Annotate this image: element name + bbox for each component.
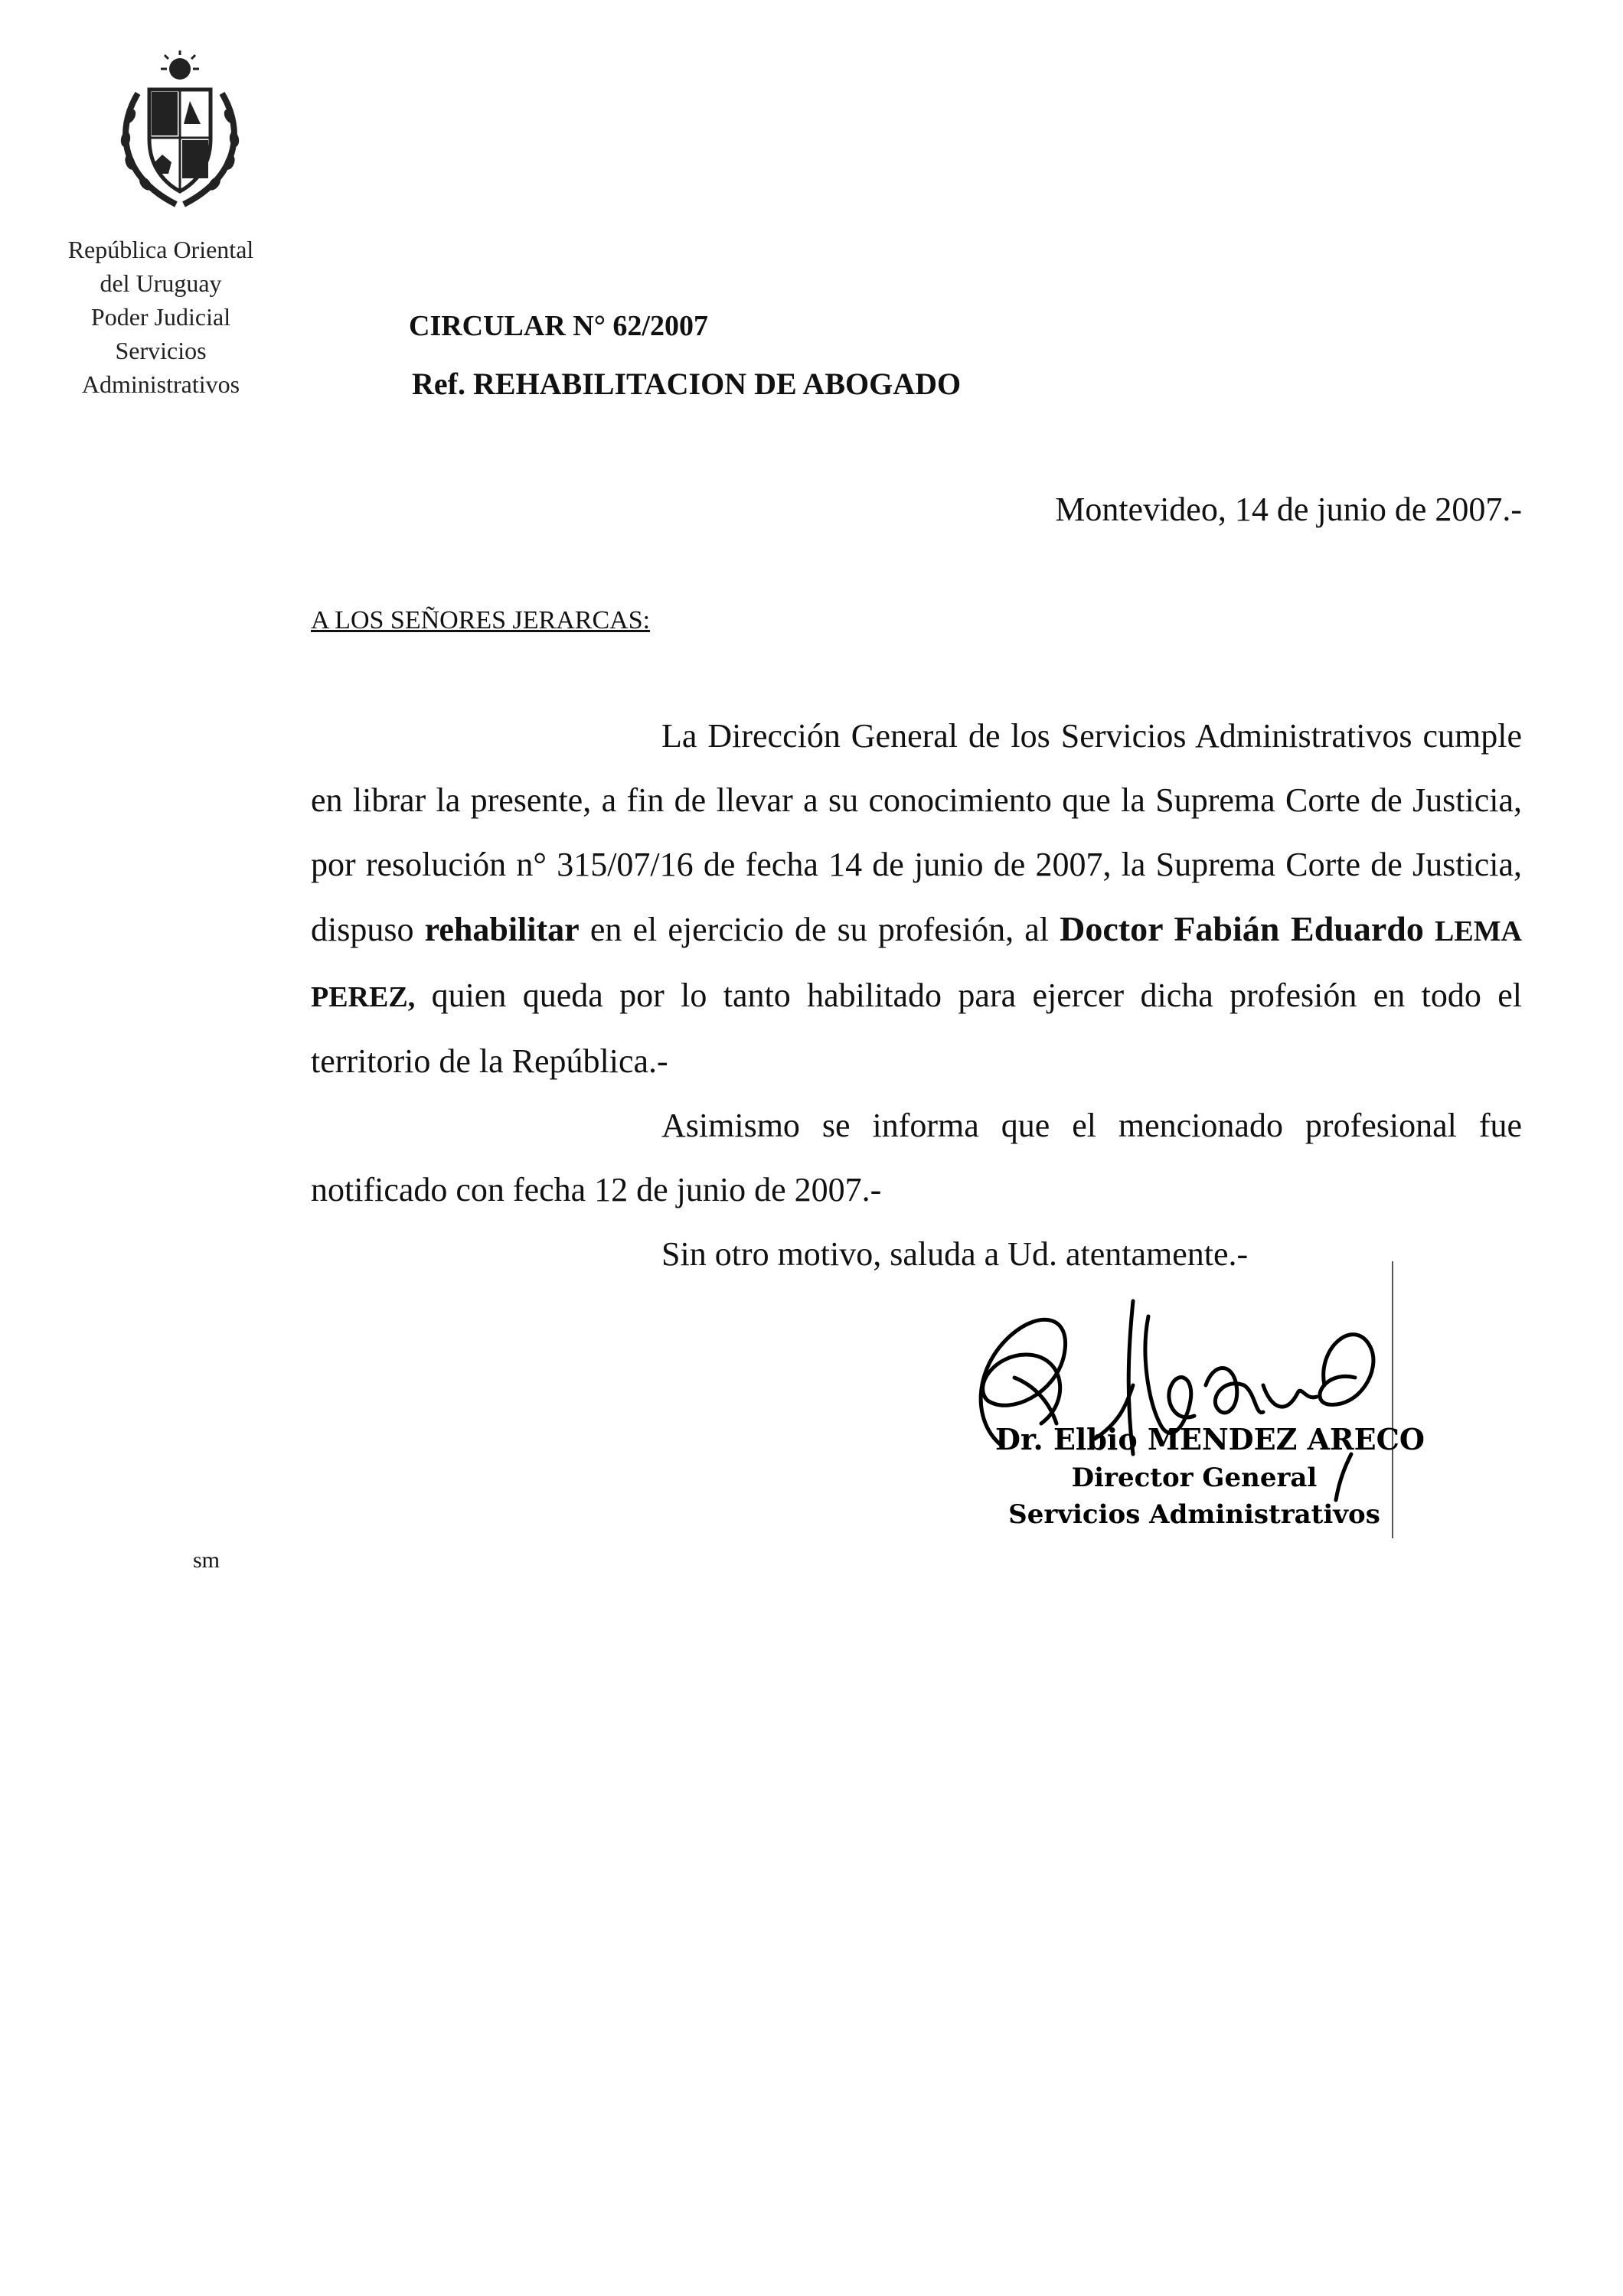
date-line: Montevideo, 14 de junio de 2007.- bbox=[1055, 491, 1522, 528]
issuer-line: Poder Judicial bbox=[90, 303, 231, 331]
signatory-name: Dr. Elbio MENDEZ ARECO bbox=[995, 1422, 1425, 1456]
signatory-office: Servicios Administrativos bbox=[1008, 1499, 1380, 1530]
reference-line: Ref. REHABILITACION DE ABOGADO bbox=[412, 367, 962, 401]
body-emphasis: rehabilitar bbox=[424, 911, 580, 948]
issuer-line: República Oriental bbox=[67, 236, 254, 263]
issuer-line: Servicios bbox=[115, 337, 207, 364]
circular-number: CIRCULAR N° 62/2007 bbox=[409, 310, 708, 342]
doctor-surname: LEMA PEREZ, bbox=[311, 915, 1522, 1013]
issuer-line: Administrativos bbox=[81, 370, 240, 398]
letter-body bbox=[311, 704, 1522, 1287]
closing-line: Sin otro motivo, saluda a Ud. atentamente.- bbox=[661, 1235, 1249, 1273]
paragraph-notification: Asimismo se informa que el mencionado profesional fue notificado con fecha 12 de junio de 2007.- bbox=[311, 1107, 1522, 1208]
doctor-name: Doctor Fabián Eduardo bbox=[1060, 909, 1424, 948]
signatory-title: Director General bbox=[1071, 1463, 1318, 1493]
body-text: quien queda por lo tanto habilitado para ejercer dicha profesión en todo el territorio de la República.- bbox=[311, 977, 1522, 1080]
typist-initials: sm bbox=[193, 1548, 220, 1573]
issuer-block bbox=[38, 233, 283, 401]
salutation: A LOS SEÑORES JERARCAS: bbox=[311, 606, 651, 634]
issuer-line: del Uruguay bbox=[100, 269, 222, 297]
body-text: en el ejercicio de su profesión, al bbox=[579, 911, 1060, 948]
body-text: La Dirección General de los Servicios Administrativos cumple en librar la presente, a fin de llevar a su conocimiento que la Suprema Corte de Justicia, por resolución n° 315/07/16 de fecha 14 de junio de 2007, la Suprema Corte de Justicia, dispuso bbox=[311, 717, 1522, 948]
paragraph-main bbox=[311, 704, 1522, 1094]
coat-of-arms-icon bbox=[107, 47, 253, 212]
signature-block bbox=[995, 1420, 1425, 1533]
